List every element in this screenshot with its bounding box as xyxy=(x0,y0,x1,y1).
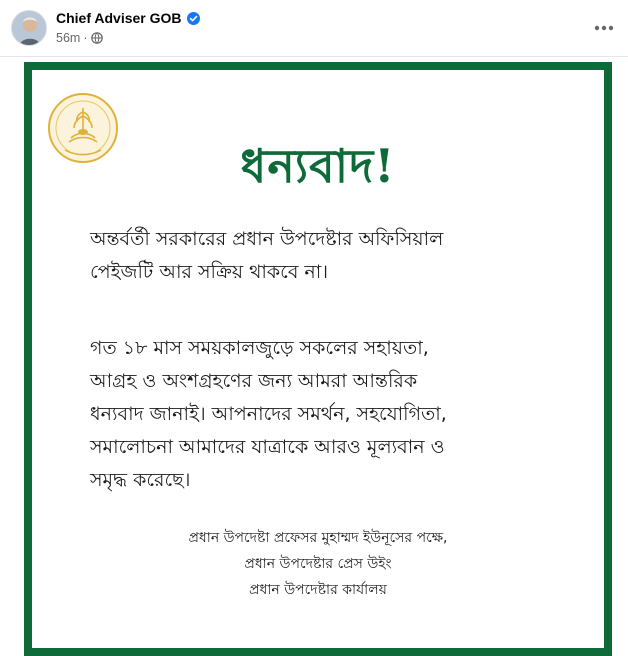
notice-frame xyxy=(24,62,612,656)
page-name-link[interactable]: Chief Adviser GOB xyxy=(56,10,182,26)
notice-line: সমালোচনা আমাদের যাত্রাকে আরও মূল্যবান ও xyxy=(90,436,445,458)
more-options-icon xyxy=(594,25,614,31)
verified-badge-icon xyxy=(187,12,200,25)
notice-signature xyxy=(32,525,604,603)
signature-line: প্রধান উপদেষ্টার কার্যালয় xyxy=(249,582,387,598)
notice-paragraph-1 xyxy=(90,223,590,289)
notice-line: ধন্যবাদ জানাই। আপনাদের সমর্থন, সহযোগিতা, xyxy=(90,403,447,425)
notice-line: সমৃদ্ধ করেছে। xyxy=(90,469,191,491)
globe-icon[interactable] xyxy=(91,32,103,44)
notice-line: অন্তর্বর্তী সরকারের প্রধান উপদেষ্টার অফিসিয়াল xyxy=(90,228,444,250)
avatar-image xyxy=(12,11,47,46)
post-header xyxy=(0,0,628,56)
page-avatar[interactable] xyxy=(11,10,47,46)
notice-paragraph-2 xyxy=(90,332,590,497)
notice-line: আগ্রহ ও অংশগ্রহণের জন্য আমরা আন্তরিক xyxy=(90,370,418,392)
notice-line: গত ১৮ মাস সময়কালজুড়ে সকলের সহায়তা, xyxy=(90,337,429,359)
signature-line: প্রধান উপদেষ্টার প্রেস উইং xyxy=(244,556,392,572)
post-image[interactable] xyxy=(0,56,628,653)
post-timestamp[interactable]: 56m xyxy=(56,31,81,45)
signature-line: প্রধান উপদেষ্টা প্রফেসর মুহাম্মদ ইউনূসের পক্ষে, xyxy=(188,530,448,546)
notice-line: পেইজটি আর সক্রিয় থাকবে না। xyxy=(90,261,329,283)
notice-heading: ধন্যবাদ! xyxy=(240,139,396,193)
more-options-button[interactable] xyxy=(588,12,620,44)
meta-separator: · xyxy=(83,31,88,45)
